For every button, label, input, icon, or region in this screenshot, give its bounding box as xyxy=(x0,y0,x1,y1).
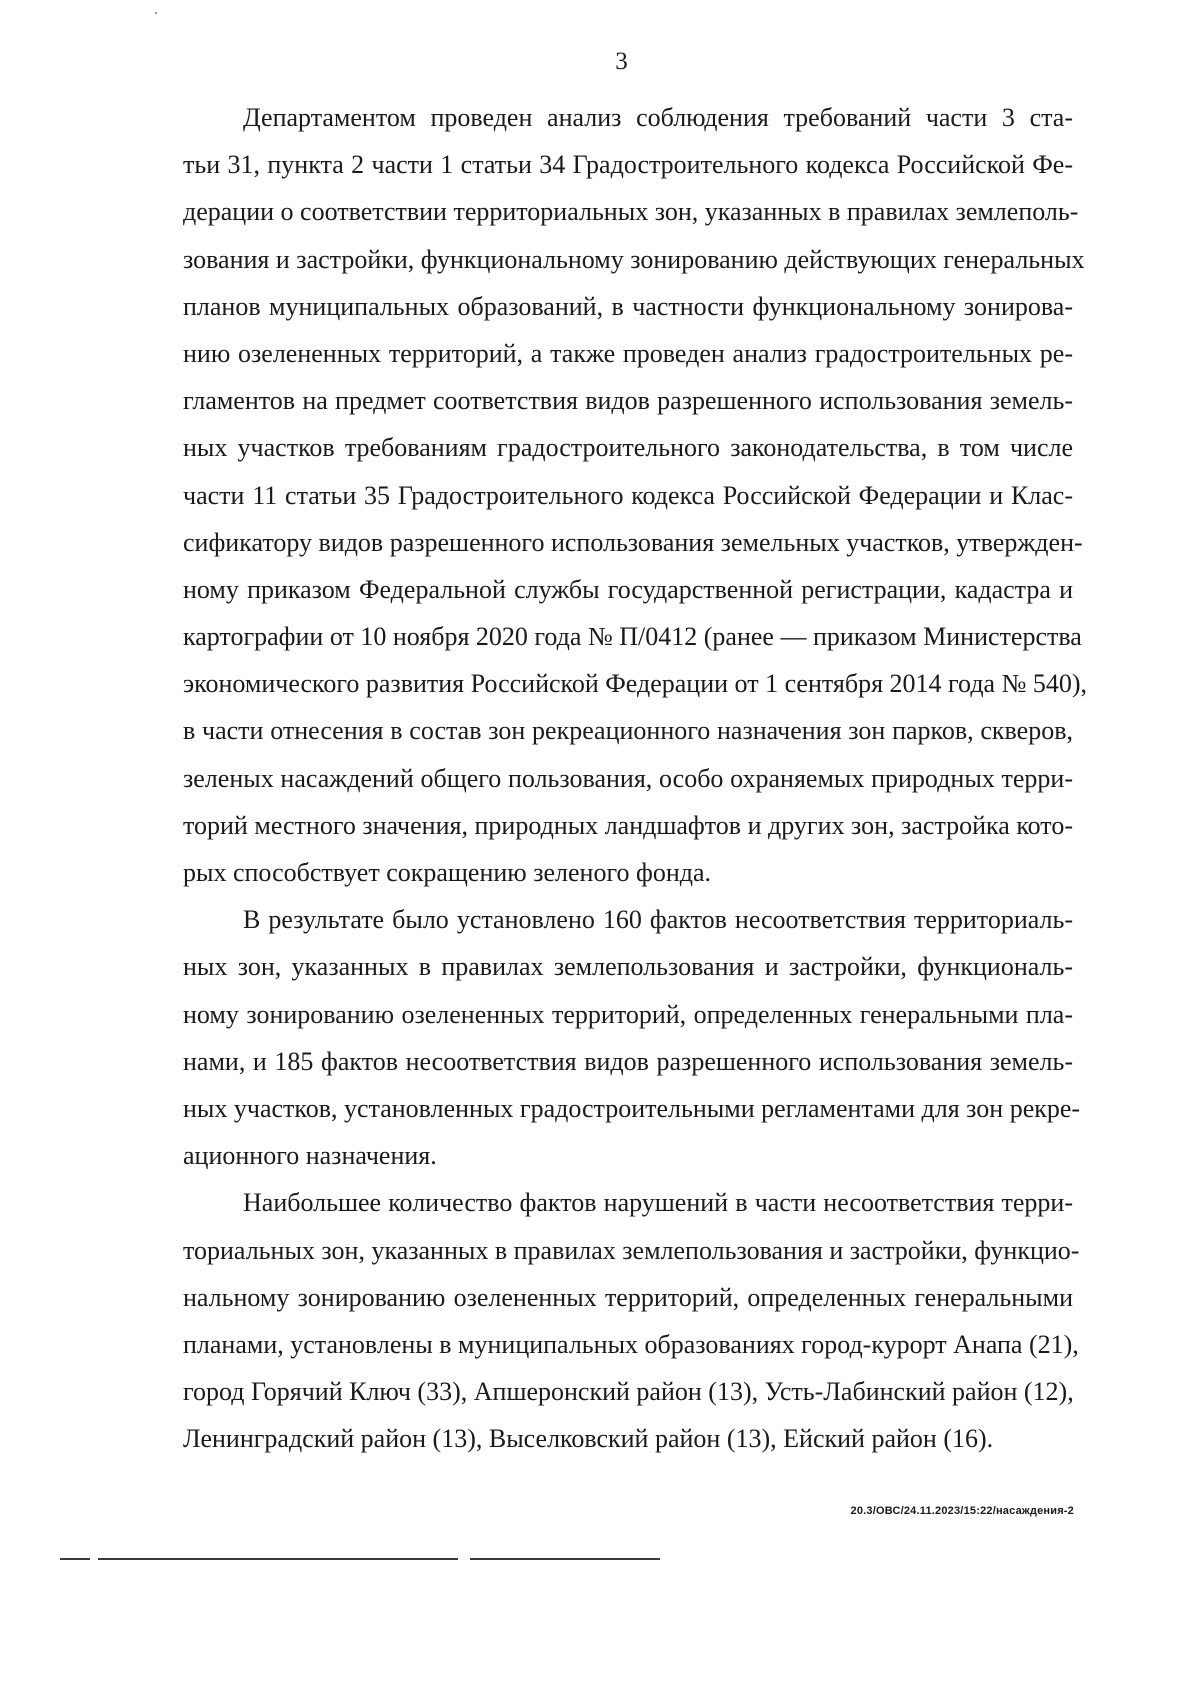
paragraph-line: ных зон, указанных в правилах землепользования и застройки, функциональ- xyxy=(183,952,1073,982)
paragraph-line: ных участков, установленных градостроительными регламентами для зон рекре- xyxy=(183,1093,1081,1123)
paragraph-line: гламентов на предмет соответствия видов разрешенного использования земель- xyxy=(183,386,1073,416)
paragraph-line: Наибольшее количество фактов нарушений в части несоответствия терри- xyxy=(243,1188,1073,1218)
paragraph-line: ному зонированию озелененных территорий, определенных генеральными пла- xyxy=(183,999,1073,1029)
paragraph-line: нию озелененных территорий, а также проведен анализ градостроительных ре- xyxy=(183,338,1073,368)
scan-edge-mark xyxy=(98,1558,458,1560)
paragraph-line: Департаментом проведен анализ соблюдения требований части 3 ста- xyxy=(243,103,1073,132)
paragraph-line: город Горячий Ключ (33), Апшеронский район (13), Усть-Лабинский район (12), xyxy=(183,1377,1074,1407)
paragraph-line: планов муниципальных образований, в частности функциональному зонирова- xyxy=(183,291,1073,321)
paragraph xyxy=(183,1179,1080,1462)
paragraph-line: торий местного значения, природных ландшафтов и других зон, застройка кото- xyxy=(183,810,1073,840)
paragraph xyxy=(183,94,1088,896)
scan-edge-mark xyxy=(470,1558,660,1560)
paragraph-line: сификатору видов разрешенного использования земельных участков, утвержден- xyxy=(183,527,1083,557)
document-body xyxy=(183,94,1088,1462)
paragraph-line: ационного назначения. xyxy=(183,1141,437,1171)
paragraph-line: в части отнесения в состав зон рекреационного назначения зон парков, скверов, xyxy=(183,716,1073,746)
paragraph-line: части 11 статьи 35 Градостроительного кодекса Российской Федерации и Клас- xyxy=(183,480,1073,510)
paragraph-line: картографии от 10 ноября 2020 года № П/0412 (ранее — приказом Министерства xyxy=(183,622,1082,652)
document-reference-code: 20.3/ОВС/24.11.2023/15:22/насаждения-2 xyxy=(850,1505,1074,1517)
paragraph-line: рых способствует сокращению зеленого фонда. xyxy=(183,858,711,887)
paragraph-line: ному приказом Федеральной службы государственной регистрации, кадастра и xyxy=(183,574,1073,604)
paragraph-line: тьи 31, пункта 2 части 1 статьи 34 Градостроительного кодекса Российской Фе- xyxy=(183,150,1073,180)
paragraph-line: планами, установлены в муниципальных образованиях город-курорт Анапа (21), xyxy=(183,1329,1079,1359)
paragraph-line: нальному зонированию озелененных территорий, определенных генеральными xyxy=(183,1282,1073,1312)
scan-edge-mark xyxy=(60,1558,90,1560)
paragraph-line: нами, и 185 фактов несоответствия видов разрешенного использования земель- xyxy=(183,1046,1073,1076)
paragraph-line: дерации о соответствии территориальных зон, указанных в правилах землеполь- xyxy=(183,197,1079,227)
paragraph-line: ториальных зон, указанных в правилах землепользования и застройки, функцио- xyxy=(183,1235,1080,1265)
paragraph-line: зования и застройки, функциональному зонированию действующих генеральных xyxy=(183,244,1085,274)
page-number: 3 xyxy=(615,48,628,75)
paragraph-line: экономического развития Российской Федерации от 1 сентября 2014 года № 540), xyxy=(183,669,1088,699)
paragraph-line: зеленых насаждений общего пользования, особо охраняемых природных терри- xyxy=(183,763,1073,793)
scan-speck xyxy=(155,12,157,14)
paragraph-line: ных участков требованиям градостроительного законодательства, в том числе xyxy=(183,433,1073,463)
paragraph-line: Ленинградский район (13), Выселковский район (13), Ейский район (16). xyxy=(183,1424,994,1454)
paragraph xyxy=(183,896,1081,1179)
paragraph-line: В результате было установлено 160 фактов несоответствия территориаль- xyxy=(243,905,1073,935)
